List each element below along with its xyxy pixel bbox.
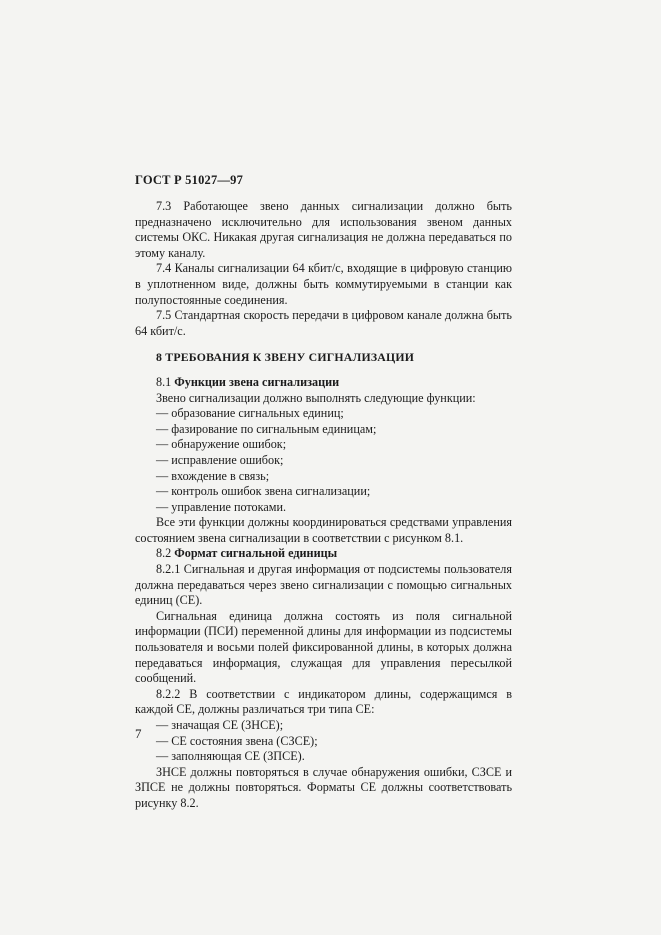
paragraph-8-2-1-b: Сигнальная единица должна состоять из поля сигнальной информации (ПСИ) переменной длины для информации из подсистемы пользователя и восьми полей фиксированной длины, в которых должна передаваться информация, служащая для управления пересылкой сообщений. [135, 608, 512, 686]
paragraph-7-3: 7.3 Работающее звено данных сигнализации должно быть предназначено исключительно для использования звеном данных системы ОКС. Никакая другая сигнализация не должна передаваться по этому каналу. [135, 199, 512, 260]
paragraph-7-4: 7.4 Каналы сигнализации 64 кбит/с, входящие в цифровую станцию в уплотненном виде, должны быть коммутируемыми в станции как полупостоянные соединения. [135, 261, 512, 307]
list-item: — фазирование по сигнальным единицам; [156, 421, 377, 436]
list-item: — исправление ошибок; [156, 452, 284, 467]
subsection-8-1-title: Функции звена сигнализации [174, 374, 340, 389]
paragraph-8-2-2: 8.2.2 В соответствии с индикатором длины, содержащимся в каждой СЕ, должны различаться три типа СЕ: [135, 686, 512, 717]
document-header: ГОСТ Р 51027—97 [135, 173, 244, 187]
list-item: — вхождение в связь; [156, 468, 270, 483]
functions-list [135, 406, 512, 515]
list-item: — образование сигнальных единиц; [156, 406, 344, 421]
paragraph-8-2-1: 8.2.1 Сигнальная и другая информация от подсистемы пользователя должна передаваться через звено сигнализации с помощью сигнальных единиц (СЕ). [135, 562, 512, 608]
types-list [135, 718, 512, 765]
section-8-heading: 8 ТРЕБОВАНИЯ К ЗВЕНУ СИГНАЛИЗАЦИИ [156, 350, 415, 365]
list-item: — управление потоками. [156, 499, 287, 514]
paragraph-8-1-outro: Все эти функции должны координироваться средствами управления состоянием звена сигнализации в соответствии с рисунком 8.1. [135, 515, 512, 545]
subsection-8-2-number: 8.2 [156, 546, 172, 561]
subsection-8-1-heading [135, 375, 512, 391]
list-item: — значащая СЕ (ЗНСЕ); [156, 718, 284, 732]
list-item: — контроль ошибок звена сигнализации; [156, 484, 371, 499]
document-body [135, 199, 512, 812]
list-item: — СЕ состояния звена (СЗСЕ); [156, 733, 318, 748]
paragraph-8-2-2-outro: ЗНСЕ должны повторяться в случае обнаружения ошибки, СЗСЕ и ЗПСЕ не должны повторяться. Форматы СЕ должны соответствовать рисунку 8.2. [135, 764, 512, 810]
page-number: 7 [135, 726, 142, 741]
subsection-8-1-number: 8.1 [156, 374, 172, 389]
list-item: — заполняющая СЕ (ЗПСЕ). [156, 749, 305, 764]
list-item: — обнаружение ошибок; [156, 437, 287, 452]
paragraph-8-1-intro: Звено сигнализации должно выполнять следующие функции: [156, 390, 476, 405]
subsection-8-2-heading [135, 546, 512, 562]
paragraph-7-5: 7.5 Стандартная скорость передачи в цифровом канале должна быть 64 кбит/с. [135, 308, 512, 338]
subsection-8-2-title: Формат сигнальной единицы [174, 546, 338, 561]
